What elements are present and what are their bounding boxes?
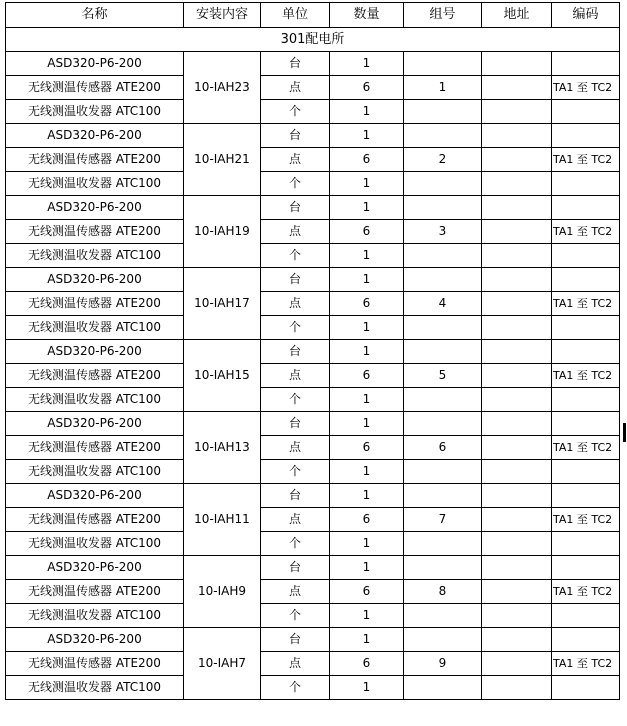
install-content: 10-IAH7: [184, 628, 261, 700]
item-qty: 6: [330, 76, 404, 100]
item-unit: 个: [261, 172, 330, 196]
item-unit: 台: [261, 52, 330, 76]
header-row: [6, 3, 620, 28]
group-number-empty: [404, 676, 482, 700]
item-name: 无线测温收发器 ATC100: [6, 100, 184, 124]
code-cell: TA1 至 TC2: [552, 580, 620, 604]
address-cell: [482, 628, 552, 652]
group-number-empty: [404, 52, 482, 76]
item-name: ASD320-P6-200: [6, 556, 184, 580]
group-number-empty: [404, 268, 482, 292]
address-cell: [482, 652, 552, 676]
code-cell-empty: [552, 100, 620, 124]
group-number: 7: [404, 508, 482, 532]
header-unit: 单位: [261, 3, 330, 28]
code-cell-empty: [552, 172, 620, 196]
code-cell: TA1 至 TC2: [552, 148, 620, 172]
table-row: [6, 292, 620, 316]
item-unit: 点: [261, 580, 330, 604]
item-qty: 1: [330, 52, 404, 76]
code-cell: TA1 至 TC2: [552, 292, 620, 316]
item-unit: 个: [261, 604, 330, 628]
group-number-empty: [404, 340, 482, 364]
address-cell: [482, 604, 552, 628]
item-unit: 台: [261, 340, 330, 364]
item-qty: 6: [330, 436, 404, 460]
item-name: 无线测温收发器 ATC100: [6, 460, 184, 484]
table-row: [6, 364, 620, 388]
code-cell-empty: [552, 460, 620, 484]
code-cell-empty: [552, 196, 620, 220]
group-number: 9: [404, 652, 482, 676]
item-name: 无线测温收发器 ATC100: [6, 388, 184, 412]
address-cell: [482, 508, 552, 532]
item-unit: 个: [261, 100, 330, 124]
table-row: [6, 52, 620, 76]
item-unit: 点: [261, 76, 330, 100]
group-number-empty: [404, 100, 482, 124]
equipment-table: [5, 2, 620, 700]
item-name: 无线测温传感器 ATE200: [6, 292, 184, 316]
code-cell: TA1 至 TC2: [552, 652, 620, 676]
header-code: 编码: [552, 3, 620, 28]
table-row: [6, 436, 620, 460]
group-number: 5: [404, 364, 482, 388]
address-cell: [482, 76, 552, 100]
item-qty: 1: [330, 124, 404, 148]
item-qty: 1: [330, 340, 404, 364]
item-qty: 1: [330, 244, 404, 268]
item-qty: 1: [330, 604, 404, 628]
code-cell-empty: [552, 604, 620, 628]
address-cell: [482, 52, 552, 76]
item-name: ASD320-P6-200: [6, 628, 184, 652]
address-cell: [482, 460, 552, 484]
table-row: [6, 580, 620, 604]
item-unit: 台: [261, 196, 330, 220]
address-cell: [482, 220, 552, 244]
address-cell: [482, 532, 552, 556]
item-qty: 1: [330, 676, 404, 700]
table-row: [6, 316, 620, 340]
group-number-empty: [404, 316, 482, 340]
code-cell: TA1 至 TC2: [552, 508, 620, 532]
item-name: 无线测温收发器 ATC100: [6, 532, 184, 556]
code-cell-empty: [552, 628, 620, 652]
item-unit: 个: [261, 388, 330, 412]
item-unit: 台: [261, 484, 330, 508]
table-row: [6, 124, 620, 148]
item-unit: 点: [261, 652, 330, 676]
table-row: [6, 244, 620, 268]
install-content: 10-IAH13: [184, 412, 261, 484]
item-qty: 1: [330, 460, 404, 484]
item-qty: 6: [330, 292, 404, 316]
table-row: [6, 412, 620, 436]
install-content: 10-IAH17: [184, 268, 261, 340]
install-content: 10-IAH23: [184, 52, 261, 124]
code-cell: TA1 至 TC2: [552, 76, 620, 100]
item-name: 无线测温传感器 ATE200: [6, 580, 184, 604]
table-row: [6, 196, 620, 220]
item-unit: 点: [261, 436, 330, 460]
item-name: 无线测温收发器 ATC100: [6, 316, 184, 340]
install-content: 10-IAH15: [184, 340, 261, 412]
code-cell-empty: [552, 316, 620, 340]
item-name: 无线测温传感器 ATE200: [6, 364, 184, 388]
code-cell-empty: [552, 52, 620, 76]
item-qty: 1: [330, 100, 404, 124]
item-qty: 6: [330, 652, 404, 676]
item-qty: 6: [330, 220, 404, 244]
item-name: 无线测温传感器 ATE200: [6, 220, 184, 244]
group-number-empty: [404, 460, 482, 484]
table-row: [6, 148, 620, 172]
table-row: [6, 676, 620, 700]
item-unit: 个: [261, 316, 330, 340]
item-unit: 点: [261, 148, 330, 172]
address-cell: [482, 148, 552, 172]
address-cell: [482, 580, 552, 604]
header-install: 安装内容: [184, 3, 261, 28]
address-cell: [482, 484, 552, 508]
item-qty: 1: [330, 556, 404, 580]
address-cell: [482, 268, 552, 292]
code-cell-empty: [552, 340, 620, 364]
item-unit: 个: [261, 532, 330, 556]
address-cell: [482, 196, 552, 220]
group-number-empty: [404, 628, 482, 652]
address-cell: [482, 412, 552, 436]
item-name: 无线测温收发器 ATC100: [6, 604, 184, 628]
item-name: ASD320-P6-200: [6, 340, 184, 364]
table-row: [6, 100, 620, 124]
item-name: ASD320-P6-200: [6, 124, 184, 148]
group-number-empty: [404, 172, 482, 196]
item-name: 无线测温收发器 ATC100: [6, 676, 184, 700]
item-unit: 点: [261, 508, 330, 532]
item-unit: 点: [261, 292, 330, 316]
item-name: ASD320-P6-200: [6, 484, 184, 508]
item-qty: 1: [330, 268, 404, 292]
header-qty: 数量: [330, 3, 404, 28]
table-row: [6, 628, 620, 652]
item-unit: 点: [261, 364, 330, 388]
item-unit: 台: [261, 412, 330, 436]
code-cell-empty: [552, 268, 620, 292]
table-row: [6, 340, 620, 364]
table-row: [6, 532, 620, 556]
header-name: 名称: [6, 3, 184, 28]
group-number-empty: [404, 388, 482, 412]
code-cell: TA1 至 TC2: [552, 364, 620, 388]
code-cell-empty: [552, 532, 620, 556]
header-group: 组号: [404, 3, 482, 28]
section-title: 301配电所: [6, 28, 620, 52]
address-cell: [482, 172, 552, 196]
address-cell: [482, 556, 552, 580]
address-cell: [482, 364, 552, 388]
item-qty: 1: [330, 388, 404, 412]
item-name: ASD320-P6-200: [6, 268, 184, 292]
group-number-empty: [404, 412, 482, 436]
item-name: 无线测温收发器 ATC100: [6, 244, 184, 268]
group-number-empty: [404, 604, 482, 628]
item-qty: 6: [330, 508, 404, 532]
group-number-empty: [404, 196, 482, 220]
item-name: 无线测温收发器 ATC100: [6, 172, 184, 196]
address-cell: [482, 340, 552, 364]
group-number-empty: [404, 532, 482, 556]
code-cell: TA1 至 TC2: [552, 220, 620, 244]
table-body: [6, 3, 620, 700]
item-unit: 个: [261, 460, 330, 484]
item-name: 无线测温传感器 ATE200: [6, 508, 184, 532]
address-cell: [482, 100, 552, 124]
item-name: ASD320-P6-200: [6, 196, 184, 220]
table-row: [6, 268, 620, 292]
install-content: 10-IAH11: [184, 484, 261, 556]
item-qty: 6: [330, 580, 404, 604]
item-unit: 个: [261, 676, 330, 700]
table-row: [6, 556, 620, 580]
item-name: 无线测温传感器 ATE200: [6, 436, 184, 460]
group-number: 3: [404, 220, 482, 244]
code-cell: TA1 至 TC2: [552, 436, 620, 460]
address-cell: [482, 124, 552, 148]
group-number-empty: [404, 556, 482, 580]
table-row: [6, 652, 620, 676]
item-qty: 1: [330, 628, 404, 652]
group-number-empty: [404, 484, 482, 508]
item-qty: 1: [330, 316, 404, 340]
text-cursor: [623, 423, 626, 442]
item-unit: 点: [261, 220, 330, 244]
item-name: 无线测温传感器 ATE200: [6, 76, 184, 100]
address-cell: [482, 316, 552, 340]
item-qty: 1: [330, 532, 404, 556]
group-number: 2: [404, 148, 482, 172]
item-qty: 1: [330, 196, 404, 220]
group-number: 8: [404, 580, 482, 604]
code-cell-empty: [552, 244, 620, 268]
code-cell-empty: [552, 556, 620, 580]
code-cell-empty: [552, 676, 620, 700]
section-row: [6, 28, 620, 52]
item-name: 无线测温传感器 ATE200: [6, 652, 184, 676]
item-name: ASD320-P6-200: [6, 412, 184, 436]
code-cell-empty: [552, 388, 620, 412]
address-cell: [482, 244, 552, 268]
address-cell: [482, 388, 552, 412]
address-cell: [482, 436, 552, 460]
address-cell: [482, 676, 552, 700]
table-row: [6, 76, 620, 100]
item-name: ASD320-P6-200: [6, 52, 184, 76]
item-qty: 1: [330, 172, 404, 196]
install-content: 10-IAH21: [184, 124, 261, 196]
install-content: 10-IAH9: [184, 556, 261, 628]
table-row: [6, 508, 620, 532]
table-row: [6, 220, 620, 244]
item-qty: 1: [330, 484, 404, 508]
item-name: 无线测温传感器 ATE200: [6, 148, 184, 172]
group-number: 4: [404, 292, 482, 316]
code-cell-empty: [552, 484, 620, 508]
group-number: 6: [404, 436, 482, 460]
item-unit: 个: [261, 244, 330, 268]
item-unit: 台: [261, 268, 330, 292]
item-unit: 台: [261, 628, 330, 652]
header-address: 地址: [482, 3, 552, 28]
table-row: [6, 172, 620, 196]
item-unit: 台: [261, 556, 330, 580]
address-cell: [482, 292, 552, 316]
item-qty: 1: [330, 412, 404, 436]
table-row: [6, 388, 620, 412]
group-number: 1: [404, 76, 482, 100]
install-content: 10-IAH19: [184, 196, 261, 268]
code-cell-empty: [552, 124, 620, 148]
code-cell-empty: [552, 412, 620, 436]
table-row: [6, 604, 620, 628]
group-number-empty: [404, 124, 482, 148]
table-row: [6, 460, 620, 484]
item-qty: 6: [330, 364, 404, 388]
item-qty: 6: [330, 148, 404, 172]
table-row: [6, 484, 620, 508]
group-number-empty: [404, 244, 482, 268]
item-unit: 台: [261, 124, 330, 148]
